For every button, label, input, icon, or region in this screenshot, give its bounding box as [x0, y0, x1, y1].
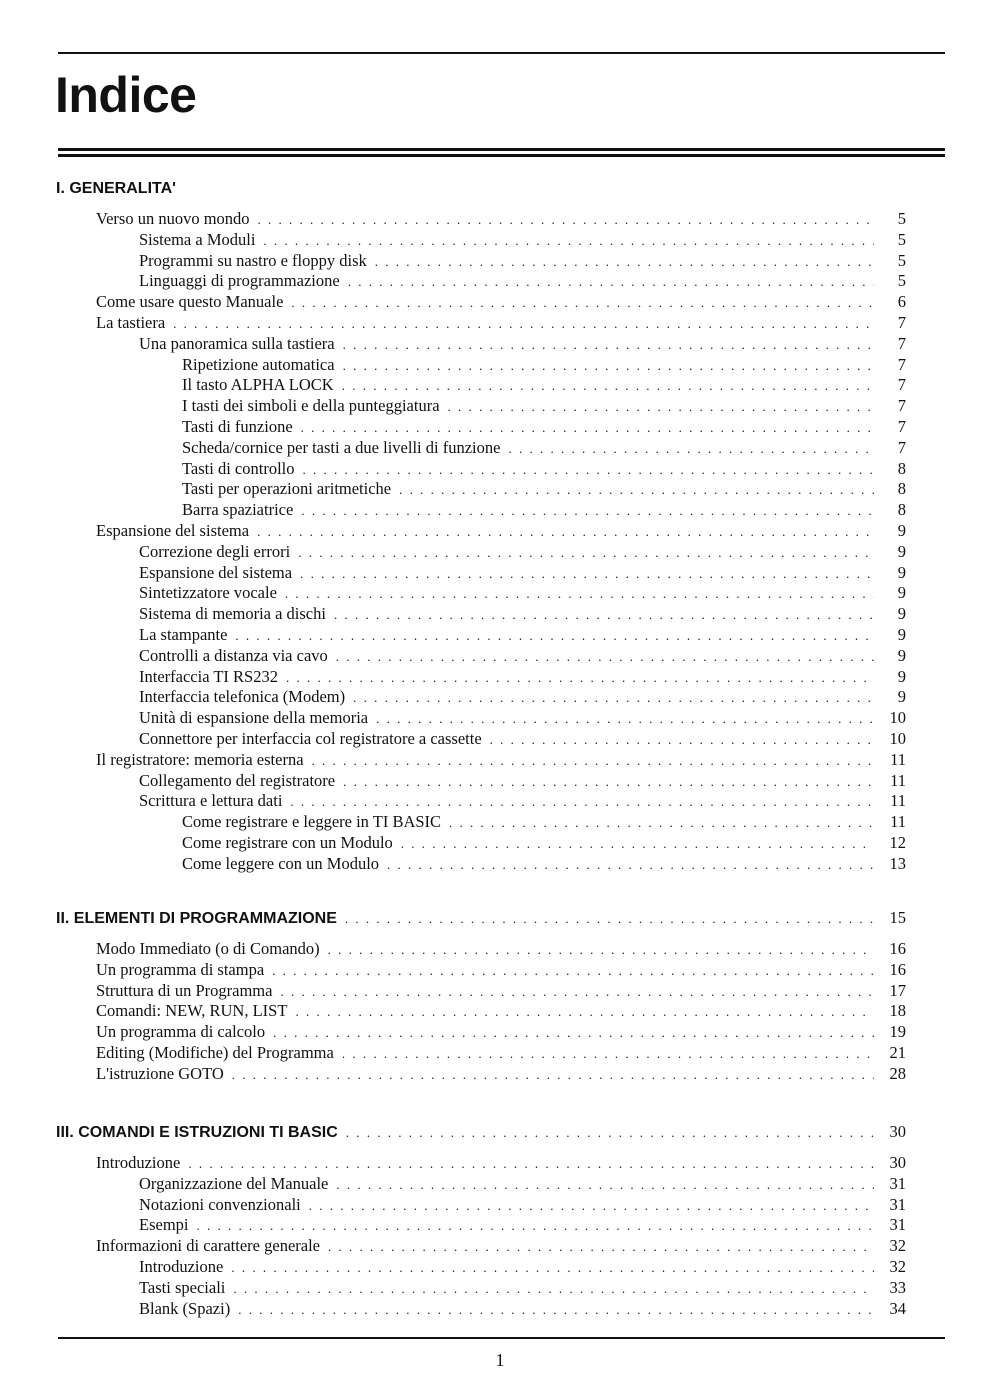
dot-leader [343, 338, 874, 351]
toc-entry[interactable] [139, 770, 906, 791]
section-heading[interactable] [56, 1120, 906, 1142]
dot-leader [231, 1261, 874, 1274]
dot-leader [376, 712, 874, 725]
toc-entry-page: 9 [897, 583, 906, 603]
title-double-rule-bottom [58, 154, 945, 157]
toc-entry-page: 5 [897, 250, 906, 270]
toc-entry[interactable] [139, 582, 906, 603]
dot-leader [291, 296, 874, 309]
toc-entry-page: 7 [897, 375, 906, 395]
toc-entry[interactable] [139, 1194, 906, 1215]
dot-leader [272, 964, 874, 977]
dot-leader [345, 912, 874, 925]
toc-entry[interactable] [182, 811, 906, 832]
toc-entry-page: 11 [890, 770, 906, 790]
dot-leader [375, 255, 874, 268]
toc-entry-label: Interfaccia telefonica (Modem) [139, 687, 346, 707]
toc-entry-page: 5 [897, 271, 906, 291]
toc-entry-label: Una panoramica sulla tastiera [139, 333, 335, 353]
toc-entry[interactable] [139, 790, 906, 811]
toc-entry-label: La tastiera [96, 313, 166, 332]
toc-entry-label: I tasti dei simboli e della punteggiatura [182, 396, 440, 416]
toc-entry-label: Il tasto ALPHA LOCK [182, 375, 334, 395]
toc-entry-label: Comandi: NEW, RUN, LIST [96, 1001, 288, 1021]
toc-entry[interactable] [96, 1235, 906, 1256]
toc-entry-page: 9 [897, 521, 906, 540]
toc-entry-label: Verso un nuovo mondo [96, 209, 250, 228]
toc-entry[interactable] [96, 1000, 906, 1021]
toc-entry-page: 31 [889, 1173, 906, 1193]
dot-leader [508, 442, 874, 455]
toc-entry-page: 21 [889, 1043, 906, 1062]
toc-entry-label: Espansione del sistema [139, 562, 293, 582]
dot-leader [343, 775, 874, 788]
bottom-rule [58, 1337, 945, 1339]
dot-leader [303, 463, 875, 476]
toc-entry[interactable] [139, 541, 906, 562]
dot-leader [257, 525, 874, 538]
dot-leader [298, 546, 874, 559]
toc-entry-label: Interfaccia TI RS232 [139, 666, 278, 686]
dot-leader [449, 816, 874, 829]
toc-entry[interactable] [139, 562, 906, 583]
toc-entry-page: 9 [897, 604, 906, 624]
toc-entry-page: 9 [897, 666, 906, 686]
toc-entry-page: 17 [889, 980, 906, 1000]
toc-entry-label: Sistema di memoria a dischi [139, 604, 326, 624]
dot-leader [301, 504, 874, 517]
toc-entry[interactable] [96, 959, 906, 980]
toc-entry[interactable] [139, 333, 906, 354]
dot-leader [387, 858, 874, 871]
toc-entry-label: Linguaggi di programmazione [139, 271, 340, 291]
toc-entry-page: 7 [897, 437, 906, 457]
toc-entry[interactable] [139, 707, 906, 728]
toc-entry-label: Informazioni di carattere generale [96, 1236, 320, 1256]
toc-entry-page: 11 [890, 749, 906, 769]
toc-entry-label: Unità di espansione della memoria [139, 708, 369, 728]
toc-entry-page: 12 [889, 833, 906, 852]
dot-leader [188, 1157, 874, 1170]
dot-leader [336, 1178, 874, 1191]
toc-entry[interactable] [96, 938, 906, 959]
toc-entry-label: Tasti di controllo [182, 458, 295, 478]
toc-entry[interactable] [96, 1152, 906, 1173]
toc-entry[interactable] [139, 250, 906, 271]
dot-leader [343, 359, 874, 372]
section-heading[interactable] [56, 906, 906, 928]
toc-entry-label: Come registrare e leggere in TI BASIC [182, 812, 442, 832]
toc-entry[interactable] [139, 1277, 906, 1298]
dot-leader [301, 421, 874, 434]
toc-entry[interactable] [96, 980, 906, 1001]
dot-leader [309, 1199, 874, 1212]
section-page-number: 15 [889, 908, 906, 927]
toc-entry[interactable] [139, 645, 906, 666]
toc-entry-label: Modo Immediato (o di Comando) [96, 939, 320, 958]
dot-leader [342, 379, 874, 392]
section-heading[interactable] [56, 176, 906, 198]
dot-leader [353, 691, 874, 704]
toc-entry[interactable] [182, 832, 906, 853]
toc-entry[interactable] [139, 1298, 906, 1319]
toc-entry-page: 9 [897, 687, 906, 707]
toc-entry-page: 18 [889, 1001, 906, 1021]
toc-entry[interactable] [139, 1256, 906, 1277]
toc-entry[interactable] [139, 624, 906, 645]
toc-entry-label: Scheda/cornice per tasti a due livelli di funzione [182, 437, 501, 457]
toc-entry-page: 9 [897, 562, 906, 582]
toc-entry[interactable] [96, 312, 906, 333]
toc-entry-page: 9 [897, 625, 906, 644]
toc-entry-label: Come leggere con un Modulo [182, 853, 380, 873]
dot-leader [399, 483, 874, 496]
toc-entry-page: 8 [897, 479, 906, 499]
toc-entry-label: L'istruzione GOTO [96, 1063, 224, 1083]
toc-entry-page: 11 [890, 791, 906, 811]
toc-entry-label: Tasti speciali [139, 1277, 226, 1297]
dot-leader [232, 1068, 874, 1081]
dot-leader [312, 754, 874, 767]
section-title: I. GENERALITA' [56, 180, 176, 197]
toc-entry-page: 7 [897, 354, 906, 374]
toc-entry[interactable] [96, 1021, 906, 1042]
toc-entry-page: 5 [897, 209, 906, 228]
toc-entry-page: 7 [897, 417, 906, 436]
dot-leader [197, 1219, 875, 1232]
toc-entry[interactable] [182, 437, 906, 458]
section-page-number: 30 [889, 1122, 906, 1141]
toc-entry[interactable] [96, 520, 906, 541]
toc-entry[interactable] [139, 728, 906, 749]
toc-entry-label: Editing (Modifiche) del Programma [96, 1043, 334, 1062]
toc-entry[interactable] [96, 1042, 906, 1063]
dot-leader [235, 629, 874, 642]
toc-entry[interactable] [96, 1063, 906, 1084]
toc-entry-page: 6 [897, 292, 906, 312]
toc-entry-page: 30 [889, 1153, 906, 1172]
toc-entry-page: 5 [897, 229, 906, 249]
toc-entry-label: Un programma di calcolo [96, 1022, 266, 1042]
top-rule [58, 52, 945, 54]
dot-leader [280, 985, 874, 998]
toc-entry[interactable] [139, 1214, 906, 1235]
toc-entry[interactable] [139, 603, 906, 624]
toc-entry-page: 10 [889, 729, 906, 748]
toc-entry[interactable] [182, 458, 906, 479]
toc-entry-page: 8 [897, 500, 906, 520]
dot-leader [273, 1026, 874, 1039]
toc-entry-label: Organizzazione del Manuale [139, 1173, 329, 1193]
dot-leader [233, 1282, 874, 1295]
dot-leader [336, 650, 874, 663]
toc-entry[interactable] [139, 270, 906, 291]
toc-entry-page: 32 [889, 1257, 906, 1276]
toc-entry-label: Sistema a Moduli [139, 229, 256, 249]
page-number: 1 [495, 1350, 505, 1370]
toc-entry-label: Barra spaziatrice [182, 500, 294, 520]
toc-entry-page: 7 [897, 333, 906, 353]
toc-entry-label: Come registrare con un Modulo [182, 833, 393, 852]
toc-entry[interactable] [139, 1173, 906, 1194]
toc-entry[interactable] [182, 416, 906, 437]
dot-leader [300, 567, 874, 580]
toc-entry-label: Programmi su nastro e floppy disk [139, 250, 367, 270]
dot-leader [334, 608, 874, 621]
toc-entry[interactable] [182, 395, 906, 416]
toc-entry-page: 7 [897, 396, 906, 416]
toc-entry-page: 11 [890, 812, 906, 832]
toc-entry[interactable] [139, 229, 906, 250]
toc-entry-label: La stampante [139, 625, 228, 644]
toc-entry[interactable] [182, 354, 906, 375]
toc-entry-page: 19 [889, 1022, 906, 1042]
dot-leader [348, 275, 874, 288]
dot-leader [285, 587, 874, 600]
toc-entry-page: 13 [889, 853, 906, 873]
toc-entry-label: Struttura di un Programma [96, 980, 273, 1000]
toc-entry[interactable] [96, 208, 906, 229]
dot-leader [263, 234, 874, 247]
dot-leader [286, 671, 874, 684]
dot-leader [401, 837, 874, 850]
toc-entry-label: Come usare questo Manuale [96, 292, 284, 312]
toc-entry-label: Introduzione [139, 1257, 224, 1276]
toc-entry-label: Scrittura e lettura dati [139, 791, 283, 811]
toc-entry-page: 31 [889, 1194, 906, 1214]
toc-entry-label: Tasti per operazioni aritmetiche [182, 479, 392, 499]
toc-entry-label: Connettore per interfaccia col registratore a cassette [139, 729, 482, 748]
toc-entry[interactable] [96, 291, 906, 312]
toc-entry[interactable] [182, 499, 906, 520]
toc-entry-label: Tasti di funzione [182, 417, 293, 436]
toc-entry-page: 10 [889, 708, 906, 728]
section-title: III. COMANDI E ISTRUZIONI TI BASIC [56, 1124, 338, 1141]
dot-leader [346, 1126, 874, 1139]
toc-entry-page: 8 [897, 458, 906, 478]
toc-entry[interactable] [182, 478, 906, 499]
toc-entry-label: Ripetizione automatica [182, 354, 335, 374]
dot-leader [328, 943, 874, 956]
dot-leader [342, 1047, 874, 1060]
toc-entry-page: 16 [889, 959, 906, 979]
toc-entry-label: Espansione del sistema [96, 521, 250, 540]
toc-entry-page: 31 [889, 1215, 906, 1235]
toc-entry-page: 7 [897, 313, 906, 332]
dot-leader [328, 1240, 874, 1253]
toc-entry-label: Un programma di stampa [96, 959, 265, 979]
dot-leader [490, 733, 874, 746]
toc-entry-label: Introduzione [96, 1153, 181, 1172]
dot-leader [448, 400, 874, 413]
toc-entry-label: Correzione degli errori [139, 541, 291, 561]
toc-entry-label: Collegamento del registratore [139, 770, 336, 790]
title-double-rule-top [58, 148, 945, 151]
toc-entry-page: 34 [889, 1298, 906, 1318]
toc-entry[interactable] [139, 666, 906, 687]
toc-entry[interactable] [96, 749, 906, 770]
page-title: Indice [55, 67, 197, 123]
toc-entry-label: Notazioni convenzionali [139, 1194, 301, 1214]
toc-entry-label: Il registratore: memoria esterna [96, 749, 304, 769]
dot-leader [238, 1303, 874, 1316]
dot-leader [290, 795, 874, 808]
toc-entry[interactable] [182, 374, 906, 395]
toc-entry[interactable] [139, 686, 906, 707]
toc-entry-page: 16 [889, 939, 906, 958]
toc-entry-page: 9 [897, 541, 906, 561]
toc-entry-page: 9 [897, 645, 906, 665]
dot-leader [173, 317, 874, 330]
toc-entry[interactable] [182, 853, 906, 874]
dot-leader [295, 1005, 874, 1018]
dot-leader [258, 213, 874, 226]
toc-entry-label: Blank (Spazi) [139, 1298, 231, 1318]
toc-entry-label: Esempi [139, 1215, 189, 1235]
toc-entry-page: 32 [889, 1236, 906, 1256]
toc-entry-page: 28 [889, 1063, 906, 1083]
toc-entry-page: 33 [889, 1277, 906, 1297]
toc-entry-label: Controlli a distanza via cavo [139, 645, 328, 665]
section-title: II. ELEMENTI DI PROGRAMMAZIONE [56, 910, 337, 927]
toc-entry-label: Sintetizzatore vocale [139, 583, 277, 603]
